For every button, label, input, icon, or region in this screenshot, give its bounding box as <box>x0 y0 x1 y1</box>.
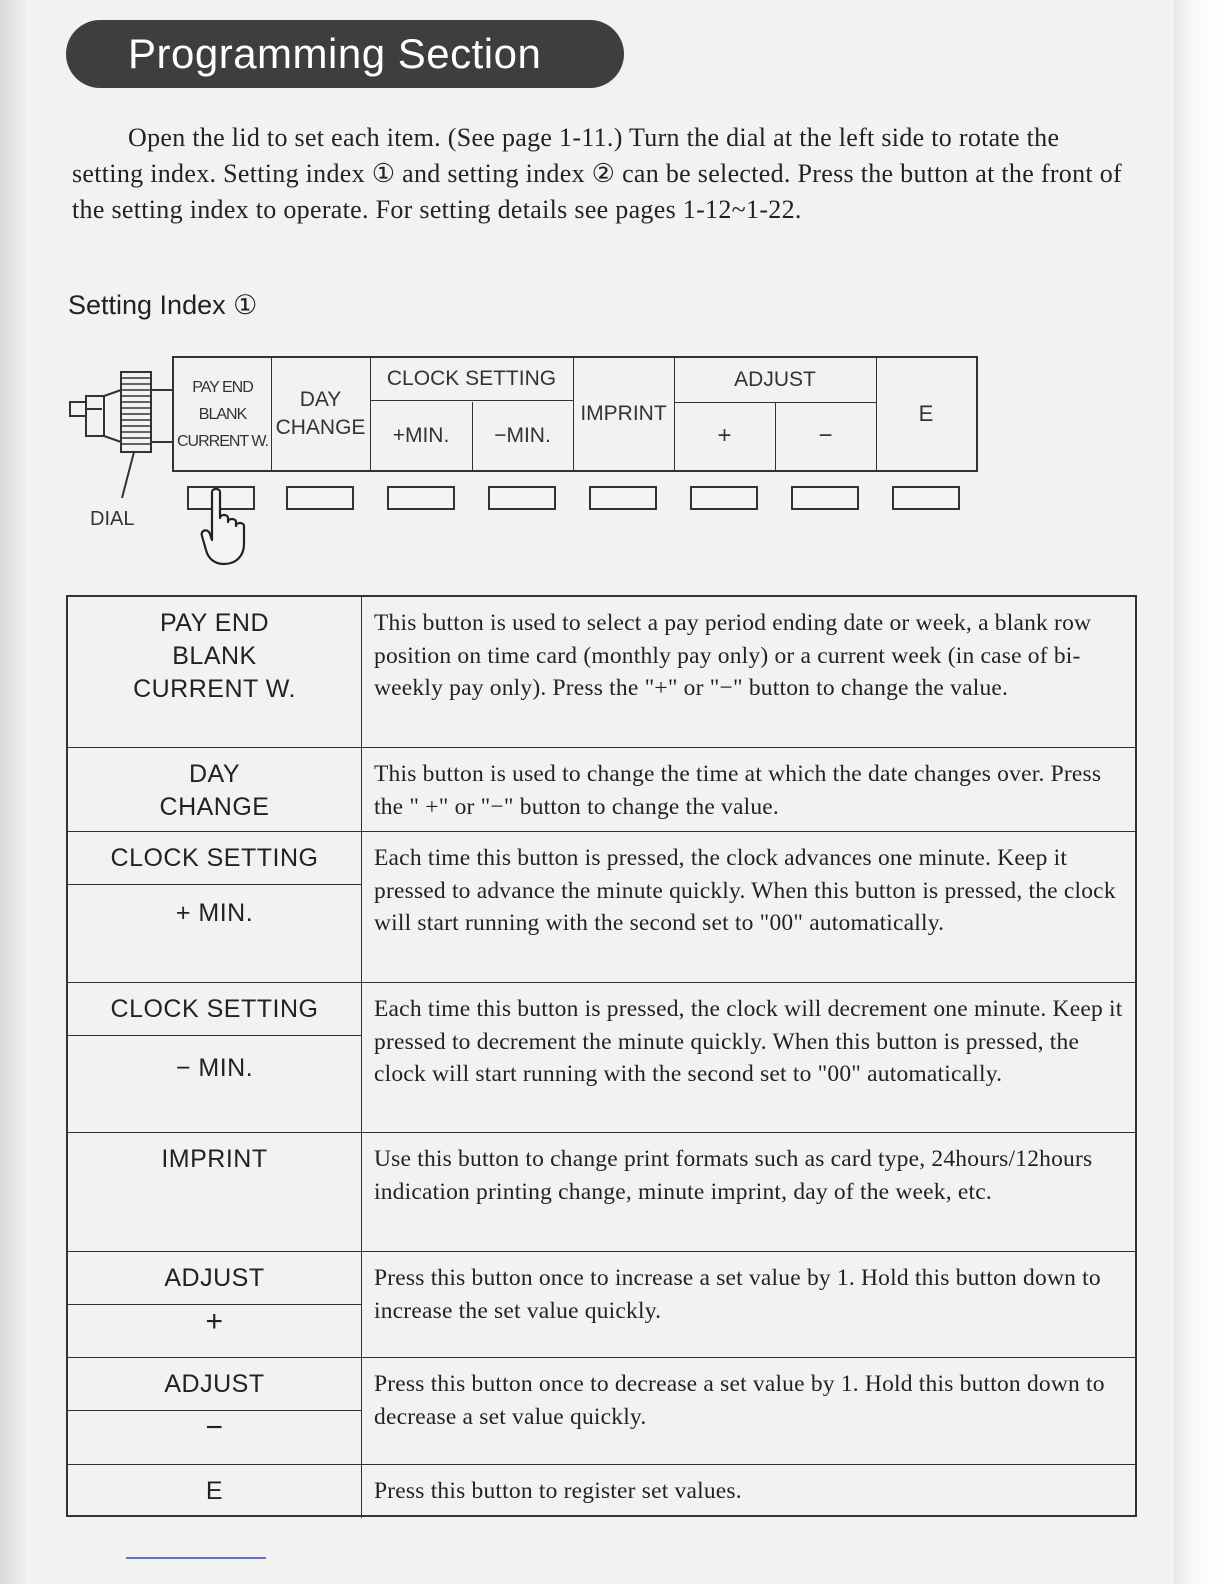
row-label: IMPRINT <box>161 1145 268 1173</box>
row-label: CURRENT W. <box>133 675 296 703</box>
row-label: CLOCK SETTING <box>110 995 319 1023</box>
table-row <box>68 831 1135 983</box>
panel-adjust-label: ADJUST <box>734 368 816 391</box>
table-row <box>68 747 1135 832</box>
table-row <box>68 982 1135 1133</box>
daychange-button[interactable] <box>286 486 354 510</box>
adjust-minus-button[interactable] <box>791 486 859 510</box>
panel-e-label: E <box>918 401 934 426</box>
row-description: This button is used to select a pay period ending date or week, a blank row position on time card (monthly pay only) or a current week (in case of bi-weekly pay only). Press the "+" or "−" button to change the value. <box>374 610 1092 701</box>
row-description: Press this button to register set values. <box>374 1478 742 1504</box>
panel-payend-cell <box>174 358 271 470</box>
row-label-cell <box>68 597 362 747</box>
section-header <box>66 20 624 88</box>
button-description-table <box>66 595 1137 1517</box>
footer-rule <box>126 1557 266 1559</box>
row-label: CHANGE <box>159 793 270 821</box>
setting-index-heading: Setting Index ① <box>68 290 258 320</box>
row-description: Each time this button is pressed, the clock advances one minute. Keep it pressed to advance the minute quickly. When this button is pressed, the clock will start running with the second set to "00" automatically. <box>374 845 1116 936</box>
table-row <box>68 597 1135 747</box>
panel-minus-label: − <box>818 422 833 449</box>
row-sublabel: − <box>205 1411 224 1444</box>
row-sublabel: + <box>205 1305 224 1338</box>
panel-daychange-cell <box>271 358 370 470</box>
row-description: Use this button to change print formats such as card type, 24hours/12hours indication printing change, minute imprint, day of the week, etc. <box>374 1146 1093 1205</box>
panel-change-label: CHANGE <box>275 416 366 439</box>
page-edge <box>1174 0 1224 1584</box>
setting-index-panel <box>172 356 978 472</box>
table-row <box>68 1464 1135 1518</box>
panel-imprint-label: IMPRINT <box>580 402 667 425</box>
plus-min-button[interactable] <box>387 486 455 510</box>
row-description: Press this button once to decrease a set value by 1. Hold this button down to decrease a set value quickly. <box>374 1371 1105 1430</box>
row-label-cell <box>68 1252 362 1358</box>
panel-blank-label: BLANK <box>198 405 247 423</box>
row-label-cell <box>68 832 362 983</box>
intro-paragraph: Open the lid to set each item. (See page 1-11.) Turn the dial at the left side to rotate the setting index. Setting index ① and setting index ② can be selected. Press the button at the front of the setting index to operate. For setting details see pages 1-12~1-22. <box>72 123 1122 224</box>
panel-plus-label: + <box>717 422 732 449</box>
row-description: Press this button once to increase a set value by 1. Hold this button down to increase the set value quickly. <box>374 1265 1101 1324</box>
row-label: ADJUST <box>164 1264 265 1292</box>
panel-plus-min-label: +MIN. <box>392 424 450 447</box>
page-binding-shadow <box>0 0 26 1584</box>
table-row <box>68 1132 1135 1252</box>
panel-day-label: DAY <box>299 388 342 411</box>
row-label: CLOCK SETTING <box>110 844 319 872</box>
section-title: Programming Section <box>128 30 542 77</box>
row-label-cell <box>68 1358 362 1465</box>
table-row <box>68 1251 1135 1358</box>
table-row <box>68 1357 1135 1465</box>
row-label: ADJUST <box>164 1370 265 1398</box>
minus-min-button[interactable] <box>488 486 556 510</box>
e-button[interactable] <box>892 486 960 510</box>
panel-currentw-label: CURRENT W. <box>176 432 269 450</box>
row-label: BLANK <box>172 642 257 670</box>
dial-illustration <box>66 360 176 530</box>
row-sublabel: − MIN. <box>175 1054 254 1082</box>
dial-label: DIAL <box>90 508 135 530</box>
panel-payend-label: PAY END <box>192 378 253 396</box>
row-label-cell <box>68 1133 362 1252</box>
row-label-cell <box>68 983 362 1133</box>
row-description: Each time this button is pressed, the clock will decrement one minute. Keep it pressed to decrement the minute quickly. When this button is pressed, the clock will start running with the second set to "00" automatically. <box>374 996 1123 1087</box>
pointing-hand-icon <box>196 488 256 568</box>
row-label-cell <box>68 1465 362 1518</box>
row-label: DAY <box>188 760 241 788</box>
adjust-plus-button[interactable] <box>690 486 758 510</box>
row-label: E <box>205 1477 224 1505</box>
imprint-button[interactable] <box>589 486 657 510</box>
row-label: PAY END <box>159 609 270 637</box>
row-label-cell <box>68 748 362 832</box>
row-description: This button is used to change the time at which the date changes over. Press the " +" or "−" button to change the value. <box>374 761 1102 820</box>
row-sublabel: + MIN. <box>175 899 254 927</box>
panel-minus-min-label: −MIN. <box>494 424 551 447</box>
panel-clock-setting-label: CLOCK SETTING <box>386 367 557 390</box>
